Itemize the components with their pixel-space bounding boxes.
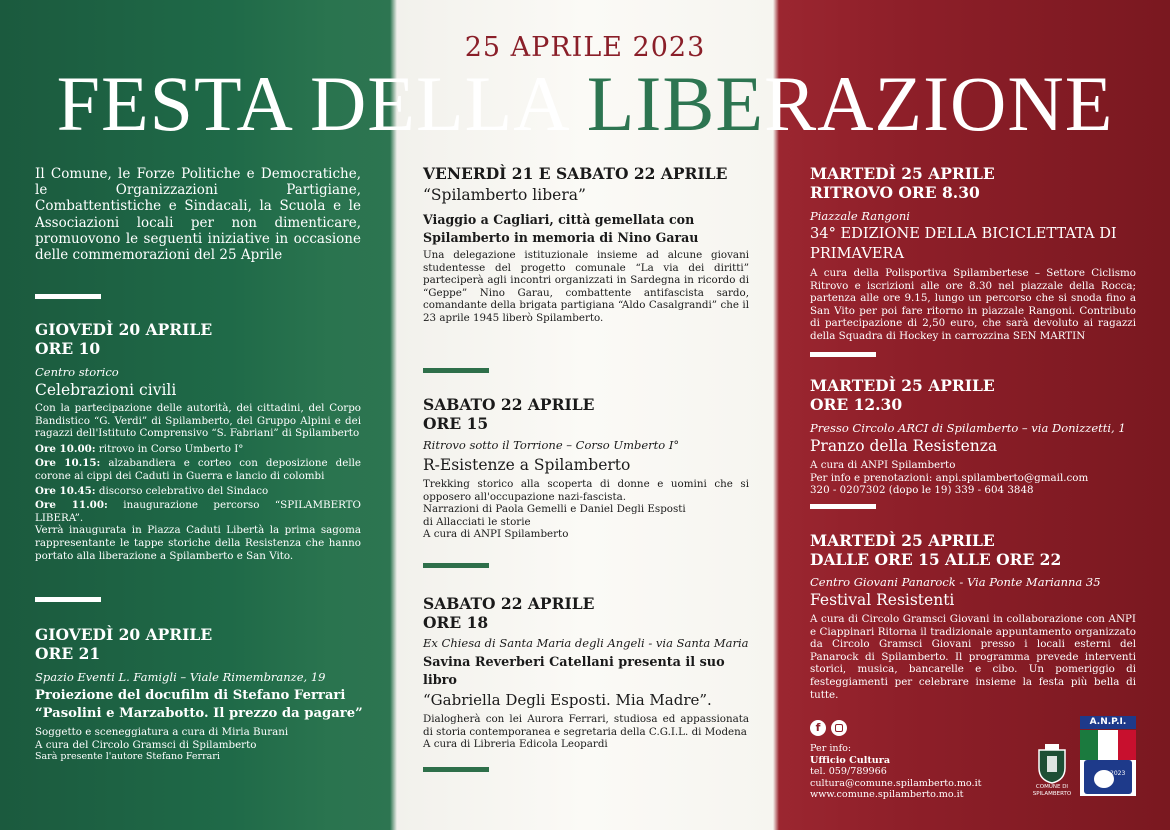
anpi-logo <box>1080 716 1136 796</box>
event-place: Centro storico <box>35 365 119 379</box>
title-part-3: RAZIONE <box>764 60 1114 147</box>
anpi-years: 2023 <box>1110 770 1126 777</box>
event-credit: Narrazioni di Paola Gemelli e Daniel Degli Esposti <box>423 503 686 516</box>
schedule-item: Ore 11.00: inaugurazione percorso “SPILAMBERTO LIBERA”. <box>35 499 361 524</box>
event-pranzo <box>810 376 1136 497</box>
event-subtitle: Savina Reverberi Catellani presenta il suo libro <box>423 655 725 688</box>
event-description: Una delegazione istituzionale insieme ad alcune giovani studentesse del progetto comunale “La via dei diritti” parteciperà agli incontri organizzati in Sardegna in ricordo di “Geppe” Nino Garau, combattente antifascista sardo, comandante della brigata partigiana “Aldo Casalgrandi” che il 23 aprile 1945 liberò Spilamberto. <box>423 249 749 324</box>
event-place: Presso Circolo ARCI di Spilamberto – via Donizzetti, 1 <box>810 421 1126 435</box>
event-credit: Soggetto e sceneggiatura a cura di Miria Burani <box>35 726 289 738</box>
event-credit: di Allacciati le storie <box>423 515 531 528</box>
event-r-esistenze <box>423 395 749 541</box>
event-place: Ritrovo sotto il Torrione – Corso Umberto I° <box>423 438 680 452</box>
event-spilamberto-libera <box>423 164 749 325</box>
event-title: Pranzo della Resistenza <box>810 437 998 455</box>
event-time: DALLE ORE 15 ALLE ORE 22 <box>810 550 1062 569</box>
divider <box>423 368 489 373</box>
info-block <box>810 743 1010 801</box>
event-description: A cura di Circolo Gramsci Giovani in collaborazione con ANPI e Ciappinari Ritorna il tradizionale appuntamento organizzato da Circolo Gramsci Giovani presso i locali esterni del Panarock di Spilamberto. Il programma prevede interventi storici, musica, bancarelle e cibo. Un pomeriggio di festeggiamenti per celebrare insieme la festa più bella di tutte. <box>810 613 1136 701</box>
event-contact: Per info e prenotazioni: anpi.spilamberto@gmail.com <box>810 471 1089 484</box>
event-biciclettata <box>810 164 1136 343</box>
event-day: SABATO 22 APRILE <box>423 395 595 414</box>
title-part-2: LIBE <box>586 60 765 147</box>
event-credit: A cura di ANPI Spilamberto <box>423 528 569 541</box>
event-day: MARTEDÌ 25 APRILE <box>810 164 995 183</box>
info-phone[interactable]: tel. 059/789966 <box>810 766 887 777</box>
event-subtitle: “Pasolini e Marzabotto. Il prezzo da pagare” <box>35 706 363 721</box>
event-title: 34° EDIZIONE DELLA BICICLETTATA DI <box>810 225 1117 242</box>
event-time: ORE 10 <box>35 339 101 358</box>
event-title: “Gabriella Degli Esposti. Mia Madre”. <box>423 691 712 709</box>
event-note: Verrà inaugurata in Piazza Caduti Libertà la prima sagoma rappresentante le tappe storiche della Resistenza che hanno portato alla liberazione a Spilamberto e San Vito. <box>35 524 361 562</box>
event-time: ORE 12.30 <box>810 395 903 414</box>
event-time: ORE 21 <box>35 644 101 663</box>
event-day: MARTEDÌ 25 APRILE <box>810 531 995 550</box>
event-credit: Sarà presente l'autore Stefano Ferrari <box>35 751 220 763</box>
event-day: GIOVEDÌ 20 APRILE <box>35 625 213 644</box>
title-part-1: FESTA DELLA <box>56 60 587 147</box>
event-title: “Spilamberto libera” <box>423 186 586 204</box>
event-title: Celebrazioni civili <box>35 381 177 399</box>
event-place: Ex Chiesa di Santa Maria degli Angeli - via Santa Maria <box>423 636 749 650</box>
schedule-item: Ore 10.15: alzabandiera e corteo con deposizione delle corone ai cippi dei Caduti in Guerra e lancio di colombi <box>35 457 362 482</box>
event-contact: 320 - 0207302 (dopo le 19) 339 - 604 3848 <box>810 484 1034 497</box>
event-description: Con la partecipazione delle autorità, dei cittadini, del Corpo Bandistico “G. Verdi” di Spilamberto, del Gruppo Alpini e dei ragazzi dell'Istituto Comprensivo “S. Fabriani” di Spilamberto <box>35 402 361 440</box>
schedule-item: Ore 10.00: ritrovo in Corso Umberto I° <box>35 442 244 455</box>
event-celebrazioni <box>35 320 361 562</box>
event-festival <box>810 531 1136 701</box>
event-day: MARTEDÌ 25 APRILE <box>810 376 995 395</box>
event-subtitle: Spilamberto in memoria di Nino Garau <box>423 230 699 245</box>
event-description: Trekking storico alla scoperta di donne e uomini che si opposero all'occupazione nazi-fascista. <box>423 478 749 503</box>
event-day: GIOVEDÌ 20 APRILE <box>35 320 213 339</box>
divider <box>35 294 101 299</box>
info-website[interactable]: www.comune.spilamberto.mo.it <box>810 789 964 800</box>
divider <box>35 597 101 602</box>
comune-crest-icon <box>1033 742 1071 796</box>
info-email[interactable]: cultura@comune.spilamberto.mo.it <box>810 777 982 789</box>
divider <box>423 563 489 568</box>
event-gabriella <box>423 594 749 751</box>
event-title: PRIMAVERA <box>810 245 905 262</box>
event-day: SABATO 22 APRILE <box>423 594 595 613</box>
event-subtitle: Viaggio a Cagliari, città gemellata con <box>423 212 695 227</box>
event-credit: A cura del Circolo Gramsci di Spilamberto <box>35 738 257 751</box>
divider <box>423 767 489 772</box>
intro-text: Il Comune, le Forze Politiche e Democratiche, le Organizzazioni Partigiane, Combattentistiche e Sindacali, la Scuola e le Associazioni locali per non dimenticare, promuovono le seguenti iniziative in occasione delle commemorazioni del 25 Aprile <box>35 166 361 264</box>
schedule-item: Ore 10.45: discorso celebrativo del Sindaco <box>35 484 269 497</box>
event-day: VENERDÌ 21 E SABATO 22 APRILE <box>423 164 728 183</box>
divider <box>810 504 876 509</box>
page-title <box>0 60 1170 147</box>
event-proiezione <box>35 625 365 764</box>
event-place: Centro Giovani Panarock - Via Ponte Marianna 35 <box>810 575 1101 589</box>
facebook-icon[interactable]: f <box>810 720 826 736</box>
event-place: Piazzale Rangoni <box>810 209 910 223</box>
info-office: Ufficio Cultura <box>810 754 891 766</box>
event-description: Dialogherà con lei Aurora Ferrari, studiosa ed appassionata di storia contemporanea e segretaria della C.G.I.L. di Modena <box>423 713 749 738</box>
divider <box>810 352 876 357</box>
event-place: Spazio Eventi L. Famigli – Viale Rimembranze, 19 <box>35 670 326 684</box>
event-title: Festival Resistenti <box>810 591 955 609</box>
anpi-label: A.N.P.I. <box>1080 716 1136 729</box>
event-time: ORE 18 <box>423 613 489 632</box>
event-time: RITROVO ORE 8.30 <box>810 183 980 202</box>
event-description: A cura della Polisportiva Spilambertese – Settore Ciclismo Ritrovo e iscrizioni alle ore 8.30 nel piazzale della Rocca; partenza alle ore 9.15, lungo un percorso che si snoda fino a San Vito per poi fare ritorno in piazzale Rangoni. Contributo di partecipazione di 2,50 euro, che sarà devoluto ai ragazzi della Squadra di Hockey in carrozzina SEN MARTIN <box>810 267 1136 342</box>
event-title: Proiezione del docufilm di Stefano Ferrari <box>35 688 346 703</box>
event-title: R-Esistenze a Spilamberto <box>423 456 631 474</box>
info-label: Per info: <box>810 743 852 754</box>
comune-label: SPILAMBERTO <box>1032 790 1072 797</box>
event-credit: A cura di Libreria Edicola Leopardi <box>423 738 608 751</box>
event-credit: A cura di ANPI Spilamberto <box>810 459 956 471</box>
event-date: 25 APRILE 2023 <box>464 32 706 63</box>
instagram-icon[interactable] <box>831 720 847 736</box>
comune-label: COMUNE DI <box>1035 784 1069 790</box>
event-time: ORE 15 <box>423 414 489 433</box>
